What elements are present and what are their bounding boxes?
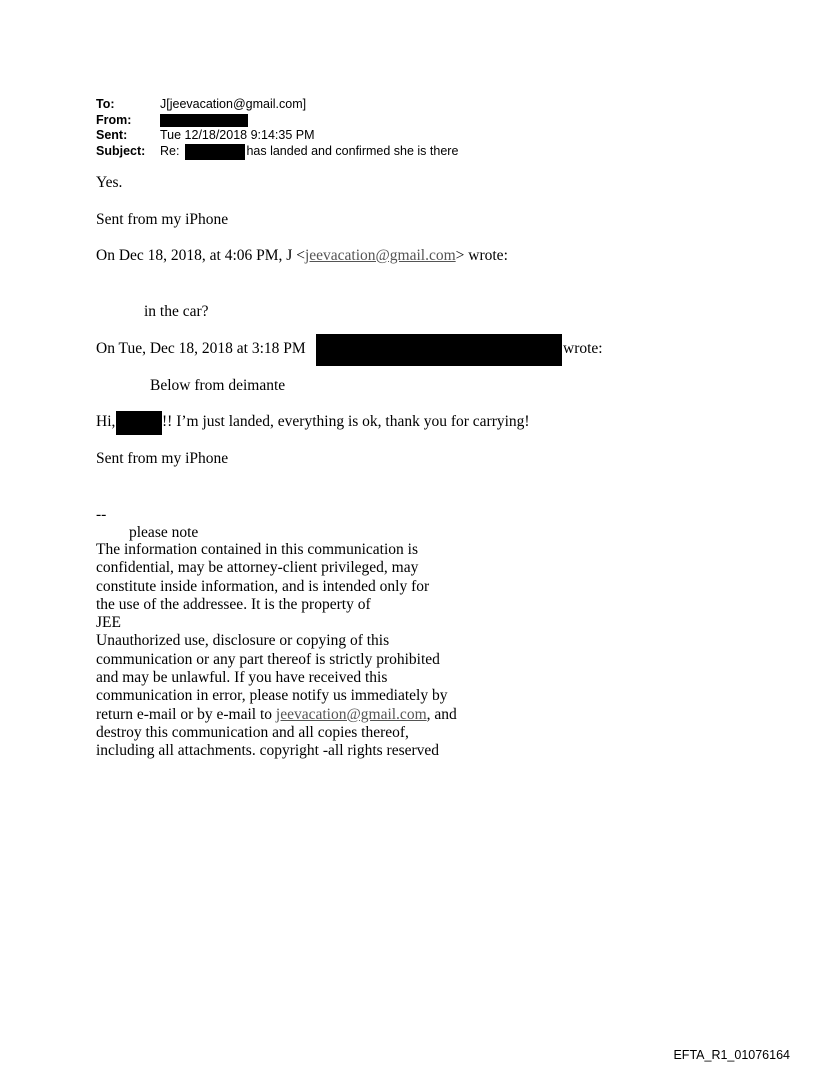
disclaimer-line: communication or any part thereof is strictly prohibited	[96, 650, 440, 668]
disclaimer-line: and may be unlawful. If you have received this	[96, 669, 388, 687]
disclaimer-line: the use of the addressee. It is the property of	[96, 595, 371, 613]
confidentiality-disclaimer	[96, 541, 457, 761]
sent-label: Sent:	[96, 128, 128, 142]
to-row	[96, 97, 458, 113]
signature-dashes: --	[96, 506, 107, 523]
from-row	[96, 113, 458, 129]
disclaimer-line: constitute inside information, and is intended only for	[96, 577, 430, 595]
disclaimer-line: Unauthorized use, disclosure or copying of this	[96, 632, 390, 650]
please-note: please note	[129, 524, 199, 541]
message-text: !! I’m just landed, everything is ok, thank you for carrying!	[162, 413, 530, 430]
sent-value: Tue 12/18/2018 9:14:35 PM	[160, 128, 315, 142]
disclaimer-line: The information contained in this communication is	[96, 541, 418, 558]
from-label: From:	[96, 112, 132, 127]
return-suffix: , and	[426, 705, 457, 723]
return-prefix: return e-mail or by e-mail to	[96, 705, 276, 723]
subject-prefix: Re:	[160, 143, 180, 158]
disclaimer-line: JEE	[96, 614, 121, 632]
reply-text: Yes.	[96, 174, 123, 191]
email-header	[96, 97, 458, 160]
quote-1-header	[96, 247, 508, 265]
document-id: EFTA_R1_01076164	[673, 1048, 790, 1062]
subject-redaction	[185, 144, 245, 160]
quote-2-prefix: On Tue, Dec 18, 2018 at 3:18 PM	[96, 340, 306, 357]
message-redaction	[116, 411, 162, 435]
quote-2-suffix: wrote:	[563, 340, 603, 357]
quote-1-email-link[interactable]: jeevacation@gmail.com	[304, 247, 456, 264]
signature-2: Sent from my iPhone	[96, 450, 229, 467]
disclaimer-line: communication in error, please notify us immediately by	[96, 687, 448, 705]
question-text: in the car?	[144, 303, 209, 320]
subject-text: has landed and confirmed she is there	[246, 143, 459, 158]
sent-row	[96, 128, 458, 144]
disclaimer-line: confidential, may be attorney-client privileged, may	[96, 559, 419, 577]
subject-row	[96, 144, 458, 160]
disclaimer-return-line	[96, 706, 457, 724]
subject-label: Subject:	[96, 143, 146, 158]
from-redaction	[160, 114, 248, 127]
message-prefix: Hi,	[96, 413, 116, 430]
disclaimer-email-link[interactable]: jeevacation@gmail.com	[275, 705, 427, 723]
disclaimer-line: destroy this communication and all copies thereof,	[96, 723, 409, 741]
forward-note: Below from deimante	[150, 377, 286, 394]
signature-1: Sent from my iPhone	[96, 211, 229, 228]
quote-2-redaction	[316, 334, 562, 366]
to-label: To:	[96, 97, 115, 111]
disclaimer-line: including all attachments. copyright -all rights reserved	[96, 742, 440, 760]
to-value: J[jeevacation@gmail.com]	[160, 97, 307, 111]
quote-1-prefix: On Dec 18, 2018, at 4:06 PM, J <	[96, 247, 305, 264]
quote-1-suffix: > wrote:	[455, 247, 508, 264]
